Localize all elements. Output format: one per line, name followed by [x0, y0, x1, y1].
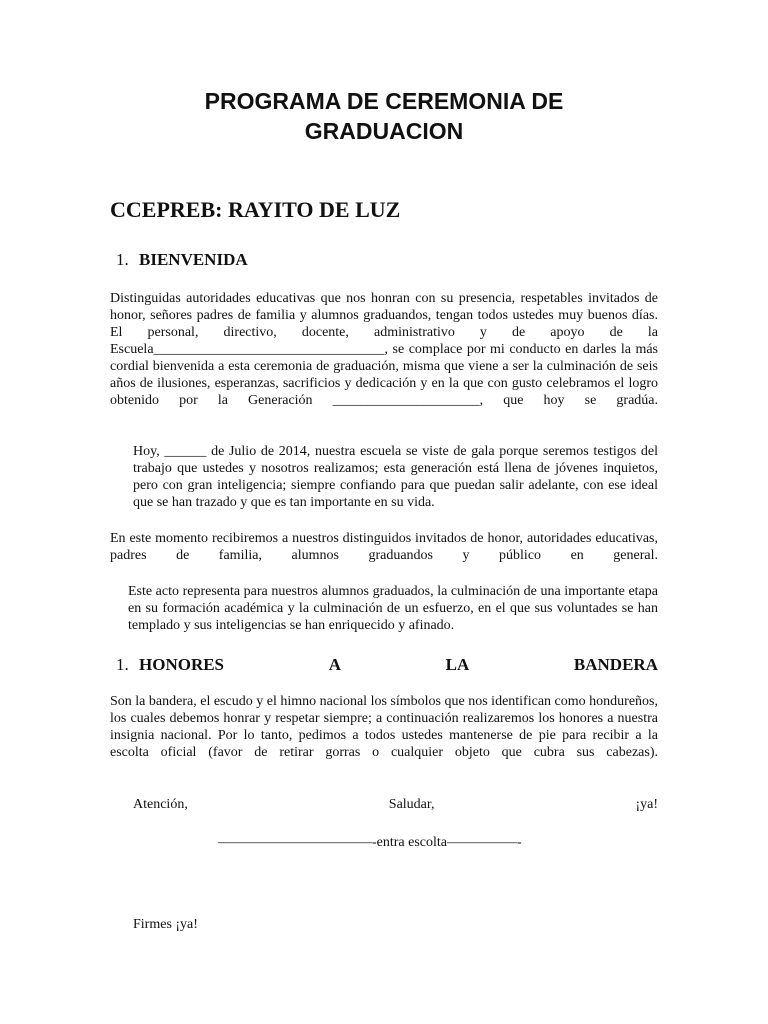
title-line-1: PROGRAMA DE CEREMONIA DE: [204, 88, 564, 114]
paragraph-symbols: Son la bandera, el escudo y el himno nacional los símbolos que nos identifican como hondureños, los cuales debemos honrar y respetar siempre; a continuación realizaremos los honores a nuestra insignia nacional. Por lo tanto, pedimos a todos ustedes mantenerse de pie para recibir a la escolta oficial (favor de retirar gorras o cualquier objeto que cubra sus cabezas).: [110, 694, 658, 760]
section-heading-first: [116, 654, 224, 676]
paragraph-guests: En este momento recibiremos a nuestros distinguidos invitados de honor, autoridades educativas, padres de familia, alumnos graduandos y público en general.: [110, 531, 658, 563]
commands-row: [133, 796, 658, 813]
paragraph-welcome: Distinguidas autoridades educativas que nos honran con su presencia, respetables invitados de honor, señores padres de familia y alumnos graduandos, tengan todos ustedes muy buenos días. El personal, directivo, docente, administrativo y de apoyo de la Escuela_________________________________, se complace por mi conducto en darles la más cordial bienvenida a esta ceremonia de graduación, misma que viene a ser la culminación de seis años de ilusiones, esperanzas, sacrificios y dedicación y en la que con gusto celebramos el logro obtenido por la Generación _____________________, que hoy se gradúa.: [110, 291, 658, 408]
heading-word-la: LA: [445, 655, 470, 674]
heading-word-a: A: [328, 655, 341, 674]
heading-word-bandera: BANDERA: [573, 655, 658, 674]
command-ya: ¡ya!: [635, 797, 658, 812]
heading-word-honores: HONORES: [139, 655, 225, 674]
school-name: CCEPREB: RAYITO DE LUZ: [110, 197, 401, 222]
paragraph-date: Hoy, ______ de Julio de 2014, nuestra escuela se viste de gala porque seremos testigos del trabajo que ustedes y nosotros realizamos; esta generación está llena de jóvenes inquietos, pero con gran inteligencia; siempre confiando para que puedan salir adelante, con ese ideal que se han trazado y que es tan importante en su vida.: [133, 444, 658, 510]
section-number: 1.: [116, 250, 129, 269]
command-saludar: Saludar,: [388, 797, 435, 812]
section-title: BIENVENIDA: [139, 250, 248, 269]
command-atencion: Atención,: [133, 797, 188, 812]
escolta-instruction: ———————————-entra escolta—————-: [218, 835, 522, 850]
paragraph-act: Este acto representa para nuestros alumnos graduados, la culminación de una importante etapa en su formación académica y la culminación de un esfuerzo, en el que sus voluntades se han templado y sus inteligencias se han enriquecido y afinado.: [128, 584, 658, 633]
title-line-2: GRADUACION: [304, 118, 464, 144]
command-firmes: Firmes ¡ya!: [133, 917, 198, 932]
document-title: [110, 86, 658, 146]
section-number: 1.: [116, 655, 129, 674]
section-heading-bienvenida: [116, 249, 248, 271]
section-heading-honores: [116, 654, 658, 676]
